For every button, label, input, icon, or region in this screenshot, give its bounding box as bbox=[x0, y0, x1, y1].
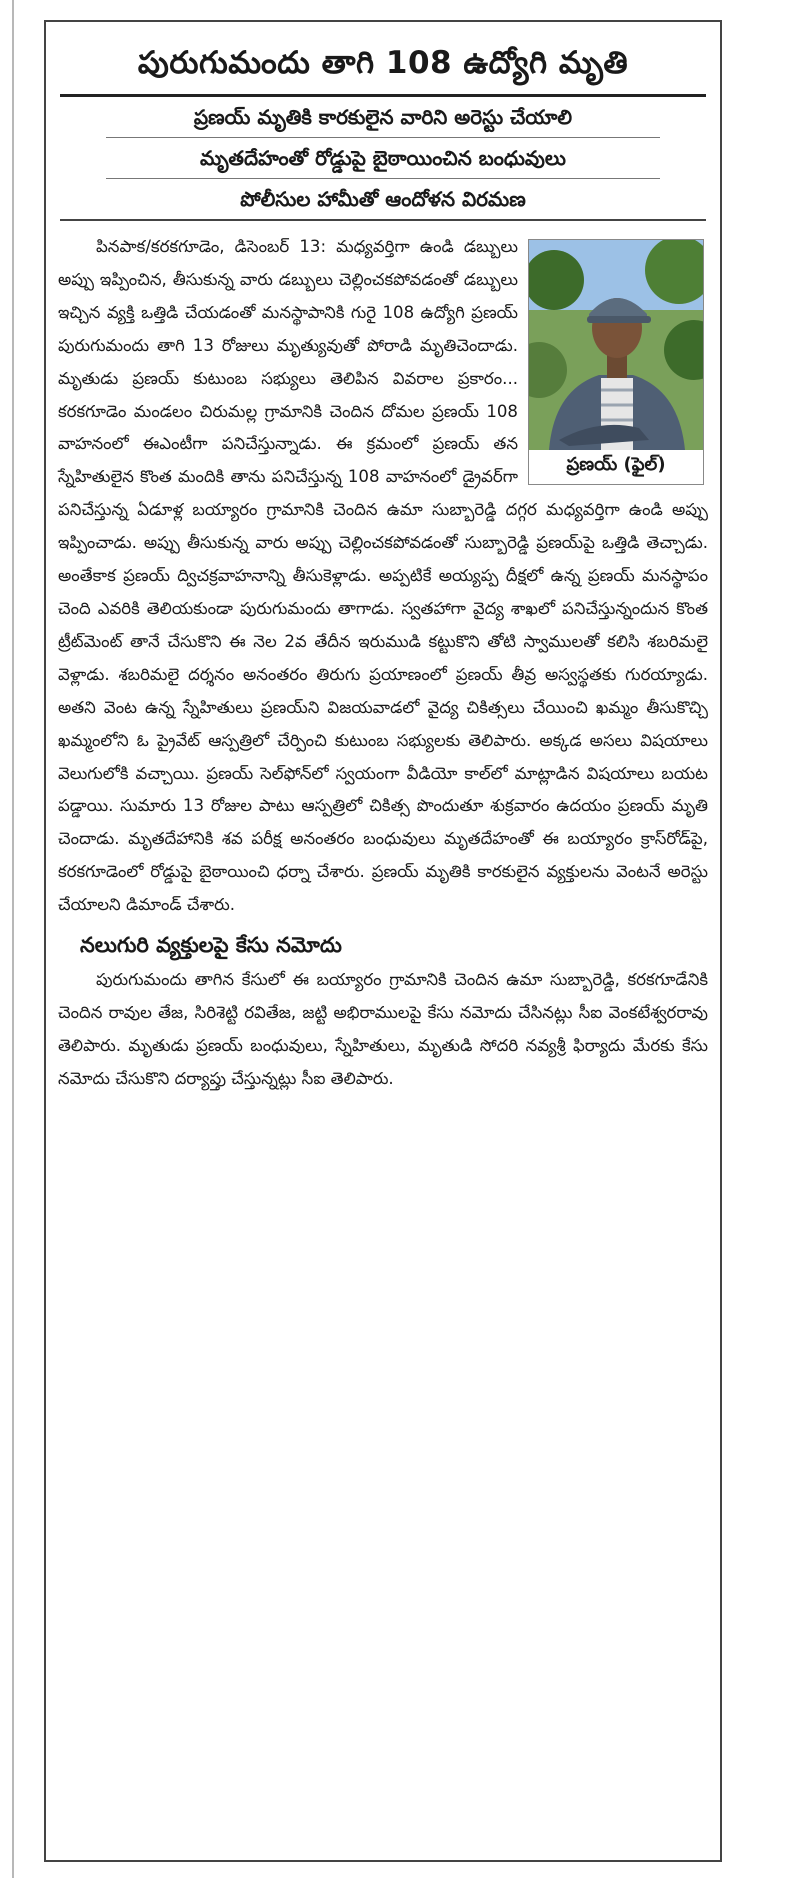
subhead-3: పోలీసుల హామీతో ఆందోళన విరమణ bbox=[240, 187, 526, 211]
portrait-image bbox=[529, 240, 703, 450]
photo-caption: ప్రణయ్ (ఫైల్) bbox=[566, 454, 666, 475]
news-article bbox=[44, 20, 722, 1862]
article-paragraph-2: పురుగుమందు తాగిన కేసులో ఈ బయ్యారం గ్రామానికి చెందిన ఉమా సుబ్బారెడ్డి, కరకగూడేనికి చెందిన రావుల తేజ, సిరిశెట్టి రవితేజ, జట్టి అభిరాములపై కేసు నమోదు చేసినట్లు సీఐ వెంకటేశ్వరరావు తెలిపారు. మృతుడు ప్రణయ్ బంధువులు, స్నేహితులు, మృతుడి సోదరి నవ్యశ్రీ ఫిర్యాదు మేరకు కేసు నమోదు చేసుకొని దర్యాప్తు చేస్తున్నట్లు సీఐ తెలిపారు. bbox=[58, 970, 708, 1088]
subhead-1: ప్రణయ్ మృతికి కారకులైన వారిని అరెస్టు చేయాలి bbox=[193, 105, 573, 129]
headline: పురుగుమందు తాగి 108 ఉద్యోగి మృతి bbox=[137, 45, 629, 81]
article-paragraph-1: పినపాక/కరకగూడెం, డిసెంబర్ 13: మధ్యవర్తిగా ఉండి డబ్బులు అప్పు ఇప్పించిన, తీసుకున్న వారు డబ్బులు చెల్లించకపోవడంతో డబ్బులు ఇచ్చిన వ్యక్తి ఒత్తిడి చేయడంతో మనస్థాపానికి గురై 108 ఉద్యోగి ప్రణయ్ పురుగుమందు తాగి 13 రోజులు మృత్యువుతో పోరాడి మృతిచెందాడు. మృతుడు ప్రణయ్ కుటుంబ సభ్యులు తెలిపిన వివరాల ప్రకారం... కరకగూడెం మండలం చిరుమల్ల గ్రామానికి చెందిన దోమల ప్రణయ్ 108 వాహనంలో ఈఎంటీగా పనిచేస్తున్నాడు. ఈ క్రమంలో ప్రణయ్ తన స్నేహితులైన కొంత మందికి తాను పనిచేస్తున్న 108 వాహనంలో డ్రైవర్‌గా పనిచేస్తున్న ఏడూళ్ల బయ్యారం గ్రామానికి చెందిన ఉమా సుబ్బారెడ్డి దగ్గర మధ్యవర్తిగా ఉండి అప్పు ఇప్పించాడు. అప్పు తీసుకున్న వారు అప్పు చెల్లించకపోవడంతో సుబ్బారెడ్డి ప్రణయ్‌పై ఒత్తిడి తెచ్చాడు. అంతేకాక ప్రణయ్ ద్విచక్రవాహనాన్ని తీసుకెళ్లాడు. అప్పటికే అయ్యప్ప దీక్షలో ఉన్న ప్రణయ్ మనస్థాపం చెంది ఎవరికి తెలియకుండా పురుగుమందు తాగాడు. స్వతహాగా వైద్య శాఖలో పనిచేస్తున్నందున కొంత ట్రీట్‌మెంట్ తానే చేసుకొని ఈ నెల 2వ తేదీన ఇరుముడి కట్టుకొని తోటి స్వాములతో కలిసి శబరిమలై వెళ్లాడు. శబరిమలై దర్శనం అనంతరం తిరుగు ప్రయాణంలో ప్రణయ్ తీవ్ర అస్వస్థతకు గురయ్యాడు. అతని వెంట ఉన్న స్నేహితులు ప్రణయ్‌ని విజయవాడలో వైద్య చికిత్సలు చేయించి ఖమ్మం తీసుకొచ్చి ఖమ్మంలోని ఓ ప్రైవేట్ ఆస్పత్రిలో చేర్పించి కుటుంబ సభ్యులకు తెలిపారు. అక్కడ అసలు విషయాలు వెలుగులోకి వచ్చాయి. ప్రణయ్ సెల్‌ఫోన్‌లో స్వయంగా వీడియో కాల్‌లో మాట్లాడిన విషయాలు బయట పడ్డాయి. సుమారు 13 రోజుల పాటు ఆస్పత్రిలో చికిత్స పొందుతూ శుక్రవారం ఉదయం ప్రణయ్ మృతి చెందాడు. మృతదేహానికి శవ పరీక్ష అనంతరం బంధువులు మృతదేహంతో ఈ బయ్యారం క్రాస్‌రోడ్‌పై, కరకగూడెంలో రోడ్డుపై బైఠాయించి ధర్నా చేశారు. ప్రణయ్ మృతికి కారకులైన వ్యక్తులను వెంటనే అరెస్టు చేయాలని డిమాండ్ చేశారు. bbox=[58, 237, 708, 915]
article-body bbox=[46, 221, 720, 1096]
subhead-2: మృతదేహంతో రోడ్డుపై బైఠాయించిన బంధువులు bbox=[200, 146, 566, 170]
portrait-photo bbox=[528, 239, 704, 485]
page-edge-rule bbox=[12, 0, 14, 1878]
section-heading: నలుగురి వ్యక్తులపై కేసు నమోదు bbox=[80, 933, 342, 958]
